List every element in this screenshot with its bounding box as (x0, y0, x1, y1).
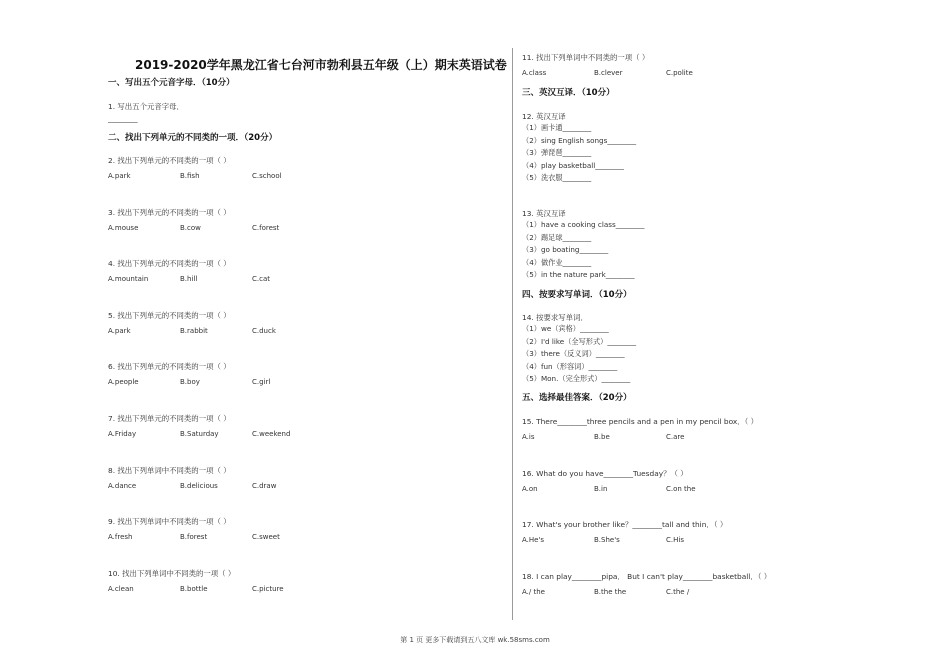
question-4: 4. 找出下列单元的不同类的一项（ ） (108, 259, 231, 269)
question-17: 17. What's your brother like？________tall and thin．（ ） (522, 520, 728, 529)
q2-option-b: B.fish (180, 172, 200, 180)
q13-item-4: （4）做作业________ (522, 257, 592, 267)
q13-item-2: （2）踢足球________ (522, 232, 592, 242)
q17-option-b: B.She's (594, 536, 620, 544)
q5-option-a: A.park (108, 326, 131, 335)
page-footer: 第 1 页 更多下载请到五八文库 wk.58sms.com (400, 636, 550, 644)
exam-title: 2019-2020学年黑龙江省七台河市勃利县五年级（上）期末英语试卷 (135, 58, 507, 72)
q16-option-b: B.in (594, 485, 608, 493)
q2-option-a: A.park (108, 172, 131, 180)
section-4-heading: 四、按要求写单词．（10分） (522, 290, 632, 300)
q16-option-a: A.on (522, 485, 538, 493)
q13-item-5: （5）in the nature park________ (522, 270, 635, 279)
question-1: 1. 写出五个元音字母． (108, 102, 184, 111)
q7-option-a: A.Friday (108, 430, 137, 438)
q2-option-c: C.school (252, 172, 282, 180)
q6-option-c: C.girl (252, 378, 271, 387)
question-5: 5. 找出下列单元的不同类的一项（ ） (108, 310, 231, 320)
q8-option-b: B.delicious (180, 481, 218, 490)
q8-option-c: C.draw (252, 481, 277, 490)
q14-item-4: （4）fun（形容词）________ (522, 361, 618, 371)
q15-option-b: B.be (594, 433, 610, 441)
q12-item-3: （3）弹琵琶________ (522, 148, 592, 157)
q12-item-1: （1）画卡通________ (522, 123, 592, 132)
q11-option-b: B.clever (594, 69, 623, 77)
q10-option-a: A.clean (108, 584, 134, 593)
question-10: 10. 找出下列单词中不同类的一项（ ） (108, 568, 236, 578)
question-9: 9. 找出下列单词中不同类的一项（ ） (108, 517, 231, 527)
q9-option-a: A.fresh (108, 533, 133, 542)
q13-item-1: （1）have a cooking class________ (522, 220, 645, 229)
q17-option-a: A.He's (522, 536, 545, 544)
q6-option-a: A.people (108, 378, 139, 387)
section-1-heading: 一、写出五个元音字母．（10分） (108, 78, 235, 88)
q9-option-c: C.sweet (252, 533, 280, 542)
q4-option-c: C.cat (252, 275, 270, 284)
q18-option-c: C.the / (666, 588, 690, 596)
q4-option-a: A.mountain (108, 275, 149, 284)
q12-item-2: （2）sing English songs________ (522, 135, 637, 145)
section-5-heading: 五、选择最佳答案．（20分） (522, 393, 632, 403)
q7-option-c: C.weekend (252, 430, 291, 438)
question-6: 6. 找出下列单元的不同类的一项（ ） (108, 362, 231, 372)
question-11: 11. 找出下列单词中不同类的一项（ ） (522, 53, 650, 62)
column-divider (512, 48, 513, 620)
section-3-heading: 三、英汉互译．（10分） (522, 88, 615, 98)
question-13: 13. 英汉互译 (522, 209, 566, 218)
q3-option-a: A.mouse (108, 223, 139, 232)
question-16: 16. What do you have________Tuesday？（ ） (522, 469, 688, 478)
q17-option-c: C.His (666, 536, 684, 544)
q18-option-b: B.the the (594, 588, 627, 596)
q10-option-c: C.picture (252, 584, 284, 593)
q5-option-b: B.rabbit (180, 326, 208, 335)
q15-option-a: A.is (522, 433, 535, 441)
q5-option-c: C.duck (252, 326, 276, 335)
q14-item-5: （5）Mon.（完全形式）________ (522, 374, 631, 383)
question-18: 18. I can play________pipa． But I can't play________basketball．（ ） (522, 572, 772, 581)
q8-option-a: A.dance (108, 481, 137, 490)
question-2: 2. 找出下列单元的不同类的一项（ ） (108, 156, 231, 165)
q10-option-b: B.bottle (180, 584, 208, 593)
q11-option-c: C.polite (666, 69, 693, 77)
question-15: 15. There________three pencils and a pen in my pencil box．（ ） (522, 417, 759, 426)
question-12: 12. 英汉互译 (522, 112, 566, 121)
q12-item-5: （5）洗衣服________ (522, 173, 592, 182)
q14-item-1: （1）we（宾格）________ (522, 324, 609, 333)
q14-item-2: （2）I'd like（全写形式）________ (522, 336, 637, 346)
section-2-heading: 二、找出下列单元的不同类的一项．（20分） (108, 133, 278, 143)
q18-option-a: A./ the (522, 588, 545, 596)
question-1-blank: ________ (108, 114, 138, 123)
q14-item-3: （3）there（反义词）________ (522, 349, 625, 358)
question-14: 14. 按要求写单词． (522, 313, 588, 322)
q12-item-4: （4）play basketball________ (522, 160, 625, 170)
question-3: 3. 找出下列单元的不同类的一项（ ） (108, 207, 231, 217)
q9-option-b: B.forest (180, 533, 208, 542)
q15-option-c: C.are (666, 433, 685, 441)
q11-option-a: A.class (522, 69, 547, 77)
q7-option-b: B.Saturday (180, 430, 219, 438)
question-7: 7. 找出下列单元的不同类的一项（ ） (108, 414, 231, 423)
q3-option-c: C.forest (252, 223, 280, 232)
q16-option-c: C.on the (666, 485, 696, 493)
q3-option-b: B.cow (180, 223, 201, 232)
q6-option-b: B.boy (180, 378, 200, 387)
q13-item-3: （3）go boating________ (522, 245, 609, 254)
question-8: 8. 找出下列单词中不同类的一项（ ） (108, 465, 231, 475)
q4-option-b: B.hill (180, 275, 198, 284)
